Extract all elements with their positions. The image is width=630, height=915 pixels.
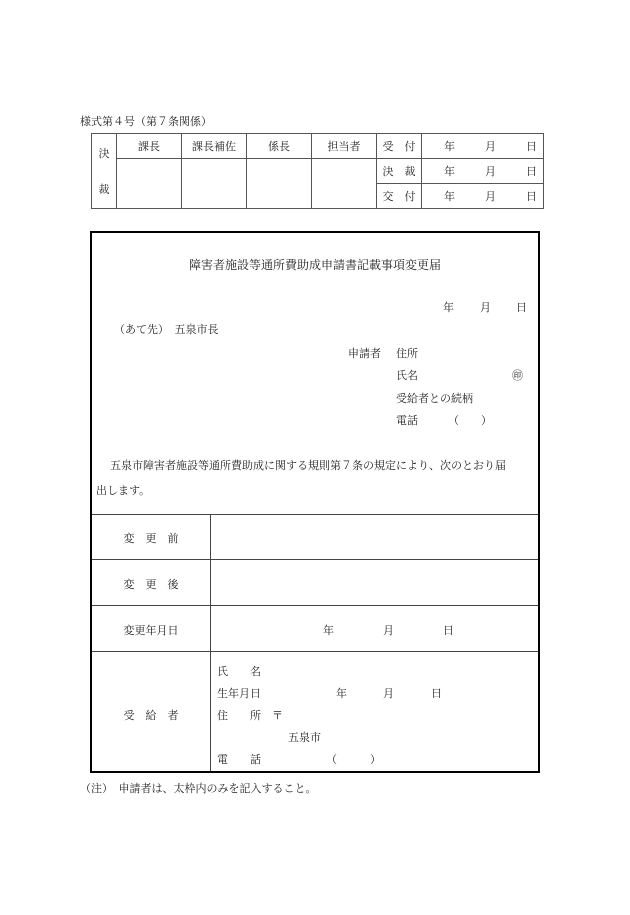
step-label-uketsuke: 受 付 <box>377 134 422 159</box>
form-number: 様式第４号（第７条関係） <box>80 115 212 128</box>
footnote: （注） 申請者は、太枠内のみを記入すること。 <box>80 782 317 795</box>
grid-divider <box>210 514 211 771</box>
sign-box-kakaricho[interactable] <box>247 159 312 209</box>
kessai-label <box>92 134 117 209</box>
row-label-change-date: 変更年月日 <box>123 624 179 637</box>
grid-line <box>92 514 538 515</box>
applicant-address-label: 住所 <box>396 347 418 360</box>
step-label-kessai: 決 裁 <box>377 159 422 184</box>
recipient-phone-parens: （ ） <box>326 753 381 766</box>
recipient-birth-month: 月 <box>383 687 394 700</box>
row-label-recipient: 受 給 者 <box>123 709 179 722</box>
grid-line <box>92 559 538 560</box>
date-month: 月 <box>485 165 496 178</box>
recipient-name-label: 氏 名 <box>217 665 261 678</box>
step-date-uketsuke[interactable] <box>422 134 544 159</box>
before-value-field[interactable] <box>212 516 536 558</box>
date-year: 年 <box>444 140 455 153</box>
date-day-label: 日 <box>516 301 527 314</box>
sign-box-kacho[interactable] <box>117 159 182 209</box>
body-text-line2: 出します。 <box>96 484 151 497</box>
recipient-birth-label: 生年月日 <box>217 687 261 700</box>
after-value-field[interactable] <box>212 561 536 603</box>
row-label-after: 変 更 後 <box>123 578 179 591</box>
recipient-birth-year: 年 <box>336 687 347 700</box>
date-year: 年 <box>444 165 455 178</box>
date-month: 月 <box>485 140 496 153</box>
recipient-birth-day: 日 <box>431 687 442 700</box>
addressee: （あて先） 五泉市長 <box>114 323 219 336</box>
applicant-phone-label: 電話 <box>396 414 418 427</box>
date-month: 月 <box>485 190 496 203</box>
sign-box-tantosha[interactable] <box>312 159 377 209</box>
kessai-char-1: 決 <box>98 146 110 160</box>
step-date-kessai[interactable] <box>422 159 544 184</box>
date-year-label: 年 <box>443 301 454 314</box>
kessai-char-2: 裁 <box>98 182 110 196</box>
body-text-line1: 五泉市障害者施設等通所費助成に関する規則第７条の規定により、次のとおり届 <box>110 459 506 472</box>
role-kacho-hosa: 課長補佐 <box>182 134 247 159</box>
step-label-kofu: 交 付 <box>377 184 422 209</box>
date-year: 年 <box>444 190 455 203</box>
sign-box-kacho-hosa[interactable] <box>182 159 247 209</box>
form-main-box <box>90 231 540 773</box>
applicant-label: 申請者 <box>348 347 381 360</box>
change-date-year: 年 <box>323 624 334 637</box>
applicant-phone-parens: （ ） <box>448 414 492 427</box>
form-title: 障害者施設等通所費助成申請書記載事項変更届 <box>188 258 441 272</box>
step-date-kofu[interactable] <box>422 184 544 209</box>
recipient-city: 五泉市 <box>288 731 321 744</box>
date-day: 日 <box>526 190 537 203</box>
change-date-month: 月 <box>383 624 394 637</box>
recipient-address-label: 住 所 〒 <box>217 709 283 722</box>
recipient-phone-label: 電 話 <box>217 753 261 766</box>
applicant-name-label: 氏名 <box>396 369 418 382</box>
role-kacho: 課長 <box>117 134 182 159</box>
change-date-day: 日 <box>443 624 454 637</box>
role-kakaricho: 係長 <box>247 134 312 159</box>
date-day: 日 <box>526 140 537 153</box>
approval-table <box>91 133 544 209</box>
date-day: 日 <box>526 165 537 178</box>
relation-label: 受給者との続柄 <box>396 392 473 405</box>
grid-line <box>92 605 538 606</box>
date-month-label: 月 <box>480 301 491 314</box>
seal-mark: ㊞ <box>512 369 523 382</box>
grid-line <box>92 651 538 652</box>
role-tantosha: 担当者 <box>312 134 377 159</box>
row-label-before: 変 更 前 <box>123 532 179 545</box>
